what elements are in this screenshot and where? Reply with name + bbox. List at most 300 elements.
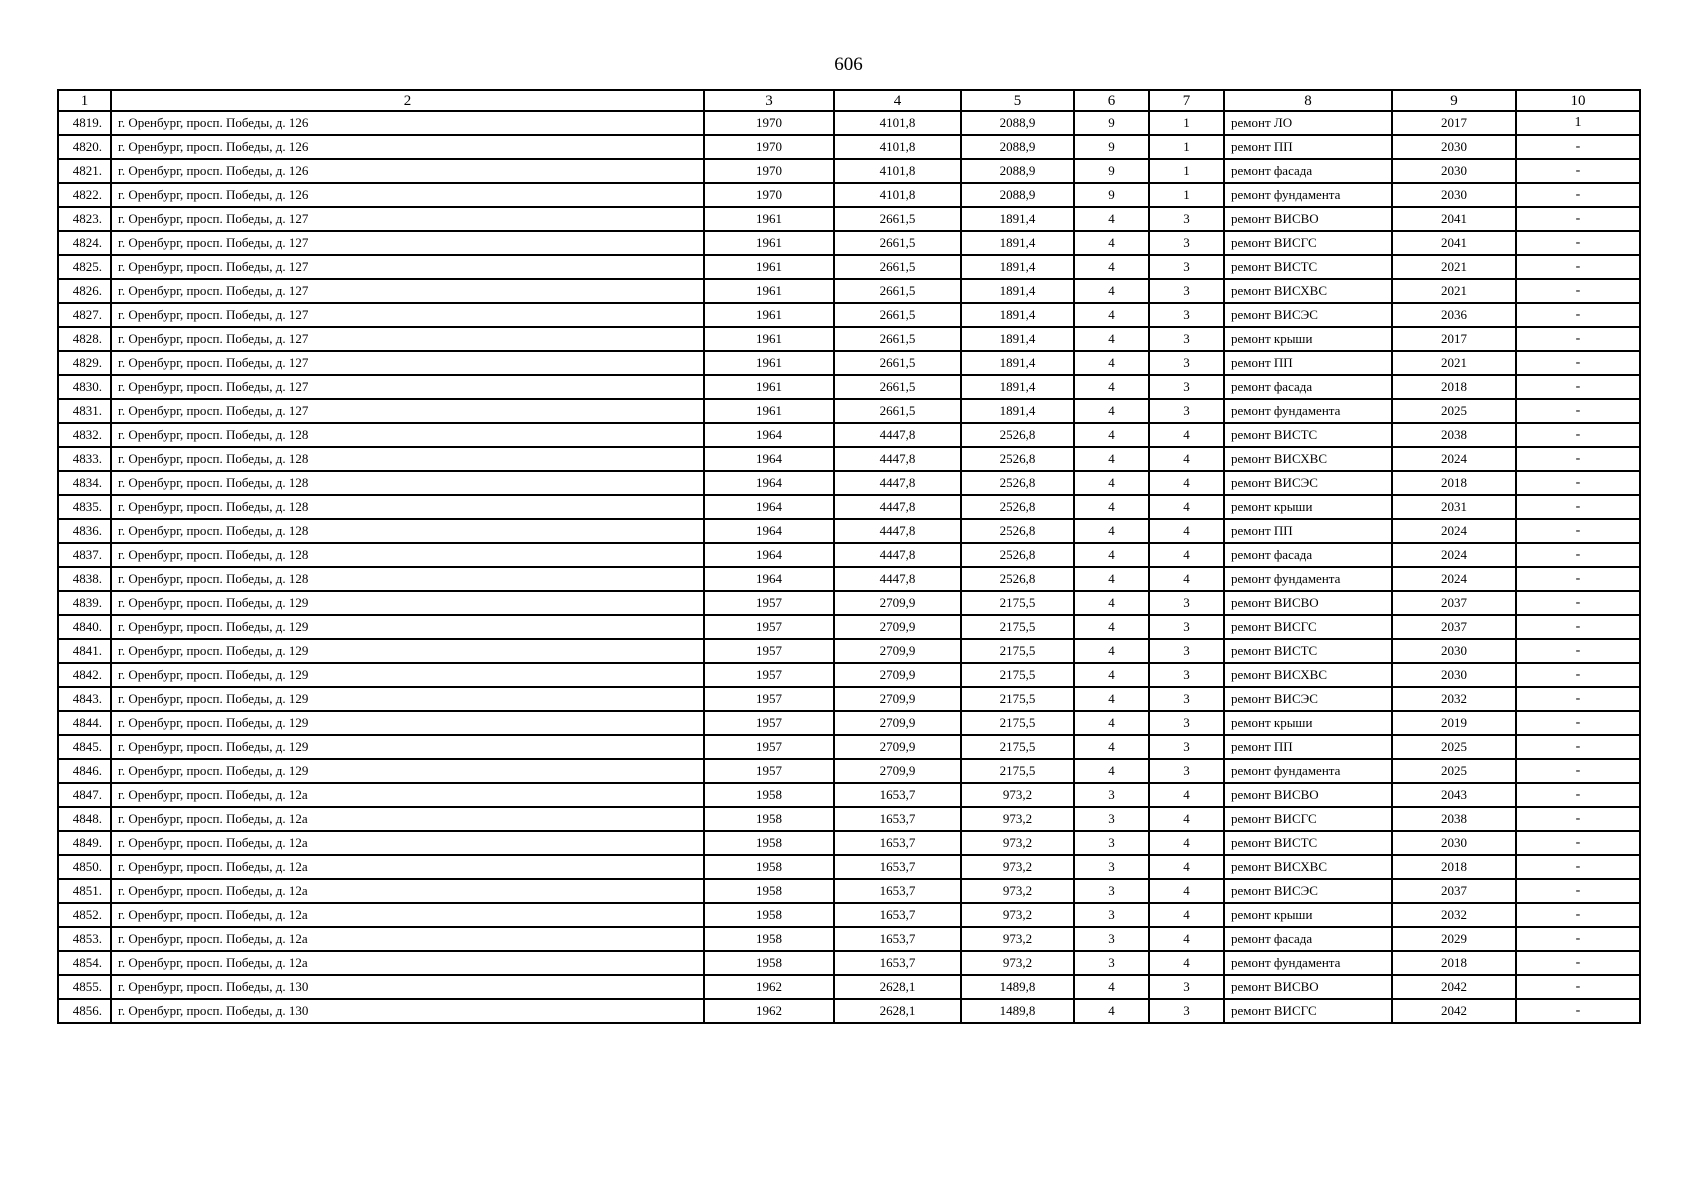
- table-row: [58, 663, 1640, 687]
- living-area-cell: 1891,4: [961, 255, 1074, 279]
- build-year-cell: 1961: [704, 303, 834, 327]
- column-10-cell: -: [1516, 399, 1640, 423]
- column-10-cell: -: [1516, 567, 1640, 591]
- total-area-cell: 2661,5: [834, 303, 961, 327]
- planned-year-cell: 2036: [1392, 303, 1516, 327]
- build-year-cell: 1964: [704, 471, 834, 495]
- column-header: 9: [1392, 90, 1516, 111]
- work-type-cell: ремонт ВИСХВС: [1224, 855, 1392, 879]
- living-area-cell: 973,2: [961, 903, 1074, 927]
- floors-cell: 9: [1074, 159, 1149, 183]
- entrances-cell: 1: [1149, 159, 1224, 183]
- total-area-cell: 1653,7: [834, 903, 961, 927]
- work-type-cell: ремонт ВИСХВС: [1224, 279, 1392, 303]
- living-area-cell: 1891,4: [961, 327, 1074, 351]
- living-area-cell: 2175,5: [961, 615, 1074, 639]
- total-area-cell: 4447,8: [834, 543, 961, 567]
- build-year-cell: 1961: [704, 399, 834, 423]
- row-number-cell: 4837.: [58, 543, 111, 567]
- total-area-cell: 4101,8: [834, 183, 961, 207]
- address-cell: г. Оренбург, просп. Победы, д. 129: [111, 615, 704, 639]
- total-area-cell: 2709,9: [834, 615, 961, 639]
- entrances-cell: 4: [1149, 543, 1224, 567]
- living-area-cell: 2526,8: [961, 423, 1074, 447]
- work-type-cell: ремонт фасада: [1224, 543, 1392, 567]
- column-header: 8: [1224, 90, 1392, 111]
- living-area-cell: 1891,4: [961, 207, 1074, 231]
- floors-cell: 4: [1074, 447, 1149, 471]
- address-cell: г. Оренбург, просп. Победы, д. 127: [111, 399, 704, 423]
- column-10-cell: -: [1516, 855, 1640, 879]
- build-year-cell: 1970: [704, 111, 834, 135]
- row-number-cell: 4848.: [58, 807, 111, 831]
- address-cell: г. Оренбург, просп. Победы, д. 126: [111, 159, 704, 183]
- planned-year-cell: 2030: [1392, 159, 1516, 183]
- build-year-cell: 1961: [704, 327, 834, 351]
- planned-year-cell: 2025: [1392, 759, 1516, 783]
- build-year-cell: 1958: [704, 855, 834, 879]
- entrances-cell: 4: [1149, 447, 1224, 471]
- column-10-cell: -: [1516, 423, 1640, 447]
- entrances-cell: 3: [1149, 615, 1224, 639]
- address-cell: г. Оренбург, просп. Победы, д. 127: [111, 231, 704, 255]
- planned-year-cell: 2029: [1392, 927, 1516, 951]
- planned-year-cell: 2018: [1392, 375, 1516, 399]
- work-type-cell: ремонт ВИСВО: [1224, 207, 1392, 231]
- planned-year-cell: 2024: [1392, 567, 1516, 591]
- address-cell: г. Оренбург, просп. Победы, д. 129: [111, 663, 704, 687]
- column-header: 7: [1149, 90, 1224, 111]
- work-type-cell: ремонт фундамента: [1224, 951, 1392, 975]
- address-cell: г. Оренбург, просп. Победы, д. 12а: [111, 903, 704, 927]
- column-10-cell: -: [1516, 159, 1640, 183]
- build-year-cell: 1964: [704, 567, 834, 591]
- column-10-cell: -: [1516, 999, 1640, 1023]
- total-area-cell: 2628,1: [834, 999, 961, 1023]
- planned-year-cell: 2032: [1392, 687, 1516, 711]
- row-number-cell: 4823.: [58, 207, 111, 231]
- work-type-cell: ремонт ВИСХВС: [1224, 447, 1392, 471]
- column-10-cell: -: [1516, 279, 1640, 303]
- row-number-cell: 4849.: [58, 831, 111, 855]
- entrances-cell: 3: [1149, 327, 1224, 351]
- living-area-cell: 1891,4: [961, 351, 1074, 375]
- total-area-cell: 2661,5: [834, 207, 961, 231]
- work-type-cell: ремонт ЛО: [1224, 111, 1392, 135]
- column-header: 2: [111, 90, 704, 111]
- entrances-cell: 1: [1149, 111, 1224, 135]
- work-type-cell: ремонт крыши: [1224, 495, 1392, 519]
- table-row: [58, 279, 1640, 303]
- column-10-cell: -: [1516, 543, 1640, 567]
- column-10-cell: -: [1516, 903, 1640, 927]
- row-number-cell: 4841.: [58, 639, 111, 663]
- address-cell: г. Оренбург, просп. Победы, д. 126: [111, 135, 704, 159]
- table-row: [58, 855, 1640, 879]
- table-row: [58, 519, 1640, 543]
- address-cell: г. Оренбург, просп. Победы, д. 129: [111, 735, 704, 759]
- living-area-cell: 2175,5: [961, 663, 1074, 687]
- total-area-cell: 2709,9: [834, 711, 961, 735]
- living-area-cell: 2088,9: [961, 159, 1074, 183]
- address-cell: г. Оренбург, просп. Победы, д. 127: [111, 351, 704, 375]
- table-row: [58, 999, 1640, 1023]
- table-row: [58, 399, 1640, 423]
- planned-year-cell: 2037: [1392, 591, 1516, 615]
- entrances-cell: 4: [1149, 423, 1224, 447]
- floors-cell: 4: [1074, 639, 1149, 663]
- floors-cell: 4: [1074, 351, 1149, 375]
- row-number-cell: 4850.: [58, 855, 111, 879]
- planned-year-cell: 2024: [1392, 519, 1516, 543]
- column-10-cell: -: [1516, 951, 1640, 975]
- column-10-cell: -: [1516, 447, 1640, 471]
- floors-cell: 9: [1074, 135, 1149, 159]
- total-area-cell: 2661,5: [834, 327, 961, 351]
- row-number-cell: 4838.: [58, 567, 111, 591]
- entrances-cell: 3: [1149, 207, 1224, 231]
- row-number-cell: 4827.: [58, 303, 111, 327]
- row-number-cell: 4824.: [58, 231, 111, 255]
- column-10-cell: -: [1516, 615, 1640, 639]
- build-year-cell: 1970: [704, 159, 834, 183]
- total-area-cell: 1653,7: [834, 783, 961, 807]
- work-type-cell: ремонт фундамента: [1224, 759, 1392, 783]
- work-type-cell: ремонт ПП: [1224, 735, 1392, 759]
- table-row: [58, 135, 1640, 159]
- total-area-cell: 2628,1: [834, 975, 961, 999]
- planned-year-cell: 2030: [1392, 831, 1516, 855]
- floors-cell: 4: [1074, 711, 1149, 735]
- row-number-cell: 4840.: [58, 615, 111, 639]
- planned-year-cell: 2041: [1392, 231, 1516, 255]
- planned-year-cell: 2038: [1392, 807, 1516, 831]
- column-10-cell: -: [1516, 687, 1640, 711]
- entrances-cell: 3: [1149, 759, 1224, 783]
- build-year-cell: 1958: [704, 951, 834, 975]
- column-10-cell: -: [1516, 135, 1640, 159]
- total-area-cell: 1653,7: [834, 807, 961, 831]
- column-10-cell: -: [1516, 663, 1640, 687]
- build-year-cell: 1957: [704, 639, 834, 663]
- address-cell: г. Оренбург, просп. Победы, д. 12а: [111, 831, 704, 855]
- total-area-cell: 4101,8: [834, 111, 961, 135]
- work-type-cell: ремонт ВИСТС: [1224, 255, 1392, 279]
- living-area-cell: 2175,5: [961, 735, 1074, 759]
- living-area-cell: 973,2: [961, 855, 1074, 879]
- build-year-cell: 1958: [704, 831, 834, 855]
- total-area-cell: 4447,8: [834, 567, 961, 591]
- row-number-cell: 4842.: [58, 663, 111, 687]
- floors-cell: 4: [1074, 207, 1149, 231]
- address-cell: г. Оренбург, просп. Победы, д. 127: [111, 375, 704, 399]
- table-header: [58, 90, 1640, 111]
- column-10-cell: -: [1516, 807, 1640, 831]
- floors-cell: 4: [1074, 375, 1149, 399]
- total-area-cell: 1653,7: [834, 927, 961, 951]
- column-10-cell: -: [1516, 879, 1640, 903]
- living-area-cell: 1489,8: [961, 999, 1074, 1023]
- build-year-cell: 1962: [704, 975, 834, 999]
- work-type-cell: ремонт фундамента: [1224, 399, 1392, 423]
- entrances-cell: 4: [1149, 951, 1224, 975]
- floors-cell: 3: [1074, 951, 1149, 975]
- table-body: [58, 111, 1640, 1023]
- column-10-cell: -: [1516, 711, 1640, 735]
- total-area-cell: 4447,8: [834, 495, 961, 519]
- work-type-cell: ремонт крыши: [1224, 327, 1392, 351]
- column-10-cell: -: [1516, 591, 1640, 615]
- floors-cell: 3: [1074, 879, 1149, 903]
- entrances-cell: 3: [1149, 687, 1224, 711]
- row-number-cell: 4829.: [58, 351, 111, 375]
- work-type-cell: ремонт ВИСЭС: [1224, 879, 1392, 903]
- address-cell: г. Оренбург, просп. Победы, д. 128: [111, 519, 704, 543]
- planned-year-cell: 2025: [1392, 399, 1516, 423]
- table-row: [58, 615, 1640, 639]
- total-area-cell: 4101,8: [834, 135, 961, 159]
- address-cell: г. Оренбург, просп. Победы, д. 128: [111, 471, 704, 495]
- table-row: [58, 639, 1640, 663]
- address-cell: г. Оренбург, просп. Победы, д. 12а: [111, 783, 704, 807]
- row-number-cell: 4834.: [58, 471, 111, 495]
- table-row: [58, 183, 1640, 207]
- floors-cell: 3: [1074, 807, 1149, 831]
- build-year-cell: 1964: [704, 423, 834, 447]
- row-number-cell: 4826.: [58, 279, 111, 303]
- planned-year-cell: 2017: [1392, 111, 1516, 135]
- entrances-cell: 3: [1149, 639, 1224, 663]
- address-cell: г. Оренбург, просп. Победы, д. 129: [111, 687, 704, 711]
- column-10-cell: 1: [1516, 111, 1640, 135]
- address-cell: г. Оренбург, просп. Победы, д. 126: [111, 111, 704, 135]
- entrances-cell: 4: [1149, 783, 1224, 807]
- entrances-cell: 3: [1149, 231, 1224, 255]
- work-type-cell: ремонт ВИСВО: [1224, 975, 1392, 999]
- address-cell: г. Оренбург, просп. Победы, д. 128: [111, 543, 704, 567]
- table-row: [58, 711, 1640, 735]
- address-cell: г. Оренбург, просп. Победы, д. 127: [111, 207, 704, 231]
- work-type-cell: ремонт ВИСГС: [1224, 615, 1392, 639]
- living-area-cell: 2526,8: [961, 519, 1074, 543]
- floors-cell: 4: [1074, 327, 1149, 351]
- build-year-cell: 1962: [704, 999, 834, 1023]
- build-year-cell: 1961: [704, 279, 834, 303]
- table-row: [58, 975, 1640, 999]
- floors-cell: 3: [1074, 855, 1149, 879]
- table-row: [58, 591, 1640, 615]
- address-cell: г. Оренбург, просп. Победы, д. 129: [111, 639, 704, 663]
- build-year-cell: 1957: [704, 759, 834, 783]
- row-number-cell: 4851.: [58, 879, 111, 903]
- address-cell: г. Оренбург, просп. Победы, д. 12а: [111, 879, 704, 903]
- table-row: [58, 303, 1640, 327]
- row-number-cell: 4852.: [58, 903, 111, 927]
- total-area-cell: 2661,5: [834, 279, 961, 303]
- row-number-cell: 4847.: [58, 783, 111, 807]
- floors-cell: 4: [1074, 591, 1149, 615]
- entrances-cell: 4: [1149, 495, 1224, 519]
- table-row: [58, 783, 1640, 807]
- build-year-cell: 1961: [704, 375, 834, 399]
- total-area-cell: 4447,8: [834, 471, 961, 495]
- planned-year-cell: 2030: [1392, 183, 1516, 207]
- build-year-cell: 1970: [704, 183, 834, 207]
- entrances-cell: 1: [1149, 135, 1224, 159]
- table-row: [58, 759, 1640, 783]
- planned-year-cell: 2031: [1392, 495, 1516, 519]
- living-area-cell: 973,2: [961, 807, 1074, 831]
- total-area-cell: 2709,9: [834, 663, 961, 687]
- column-10-cell: -: [1516, 231, 1640, 255]
- table-row: [58, 111, 1640, 135]
- row-number-cell: 4821.: [58, 159, 111, 183]
- row-number-cell: 4831.: [58, 399, 111, 423]
- table-row: [58, 471, 1640, 495]
- table-row: [58, 375, 1640, 399]
- living-area-cell: 973,2: [961, 783, 1074, 807]
- living-area-cell: 2088,9: [961, 135, 1074, 159]
- floors-cell: 4: [1074, 399, 1149, 423]
- column-header: 1: [58, 90, 111, 111]
- table-row: [58, 495, 1640, 519]
- living-area-cell: 1891,4: [961, 279, 1074, 303]
- floors-cell: 9: [1074, 183, 1149, 207]
- entrances-cell: 4: [1149, 807, 1224, 831]
- floors-cell: 4: [1074, 687, 1149, 711]
- planned-year-cell: 2037: [1392, 879, 1516, 903]
- total-area-cell: 4447,8: [834, 519, 961, 543]
- build-year-cell: 1970: [704, 135, 834, 159]
- floors-cell: 9: [1074, 111, 1149, 135]
- planned-year-cell: 2037: [1392, 615, 1516, 639]
- table-row: [58, 327, 1640, 351]
- entrances-cell: 4: [1149, 927, 1224, 951]
- total-area-cell: 4447,8: [834, 447, 961, 471]
- floors-cell: 3: [1074, 783, 1149, 807]
- total-area-cell: 4101,8: [834, 159, 961, 183]
- column-10-cell: -: [1516, 519, 1640, 543]
- work-type-cell: ремонт ВИСТС: [1224, 639, 1392, 663]
- column-header: 10: [1516, 90, 1640, 111]
- total-area-cell: 2709,9: [834, 759, 961, 783]
- address-cell: г. Оренбург, просп. Победы, д. 129: [111, 591, 704, 615]
- column-10-cell: -: [1516, 831, 1640, 855]
- column-10-cell: -: [1516, 735, 1640, 759]
- row-number-cell: 4845.: [58, 735, 111, 759]
- row-number-cell: 4854.: [58, 951, 111, 975]
- entrances-cell: 4: [1149, 903, 1224, 927]
- header-row: [58, 90, 1640, 111]
- build-year-cell: 1958: [704, 903, 834, 927]
- living-area-cell: 2088,9: [961, 183, 1074, 207]
- entrances-cell: 3: [1149, 999, 1224, 1023]
- floors-cell: 4: [1074, 279, 1149, 303]
- work-type-cell: ремонт ВИСГС: [1224, 807, 1392, 831]
- total-area-cell: 1653,7: [834, 855, 961, 879]
- entrances-cell: 3: [1149, 711, 1224, 735]
- table-row: [58, 927, 1640, 951]
- entrances-cell: 3: [1149, 399, 1224, 423]
- column-10-cell: -: [1516, 327, 1640, 351]
- living-area-cell: 2526,8: [961, 471, 1074, 495]
- living-area-cell: 2526,8: [961, 567, 1074, 591]
- planned-year-cell: 2041: [1392, 207, 1516, 231]
- build-year-cell: 1961: [704, 207, 834, 231]
- table-row: [58, 903, 1640, 927]
- address-cell: г. Оренбург, просп. Победы, д. 127: [111, 255, 704, 279]
- row-number-cell: 4819.: [58, 111, 111, 135]
- total-area-cell: 1653,7: [834, 951, 961, 975]
- build-year-cell: 1958: [704, 879, 834, 903]
- entrances-cell: 4: [1149, 519, 1224, 543]
- entrances-cell: 1: [1149, 183, 1224, 207]
- work-type-cell: ремонт ВИСГС: [1224, 231, 1392, 255]
- total-area-cell: 1653,7: [834, 879, 961, 903]
- entrances-cell: 3: [1149, 975, 1224, 999]
- build-year-cell: 1958: [704, 807, 834, 831]
- column-10-cell: -: [1516, 927, 1640, 951]
- address-cell: г. Оренбург, просп. Победы, д. 128: [111, 495, 704, 519]
- total-area-cell: 2709,9: [834, 639, 961, 663]
- row-number-cell: 4832.: [58, 423, 111, 447]
- planned-year-cell: 2024: [1392, 447, 1516, 471]
- address-cell: г. Оренбург, просп. Победы, д. 12а: [111, 951, 704, 975]
- floors-cell: 3: [1074, 903, 1149, 927]
- total-area-cell: 2709,9: [834, 687, 961, 711]
- column-10-cell: -: [1516, 495, 1640, 519]
- row-number-cell: 4828.: [58, 327, 111, 351]
- entrances-cell: 3: [1149, 279, 1224, 303]
- living-area-cell: 973,2: [961, 879, 1074, 903]
- floors-cell: 4: [1074, 519, 1149, 543]
- build-year-cell: 1958: [704, 783, 834, 807]
- total-area-cell: 2709,9: [834, 591, 961, 615]
- address-cell: г. Оренбург, просп. Победы, д. 127: [111, 279, 704, 303]
- column-10-cell: -: [1516, 303, 1640, 327]
- planned-year-cell: 2030: [1392, 135, 1516, 159]
- page-number: 606: [834, 54, 863, 75]
- living-area-cell: 973,2: [961, 831, 1074, 855]
- planned-year-cell: 2032: [1392, 903, 1516, 927]
- row-number-cell: 4855.: [58, 975, 111, 999]
- column-header: 6: [1074, 90, 1149, 111]
- column-10-cell: -: [1516, 975, 1640, 999]
- floors-cell: 3: [1074, 927, 1149, 951]
- work-type-cell: ремонт ВИСТС: [1224, 423, 1392, 447]
- table-row: [58, 831, 1640, 855]
- living-area-cell: 2175,5: [961, 711, 1074, 735]
- planned-year-cell: 2042: [1392, 999, 1516, 1023]
- row-number-cell: 4825.: [58, 255, 111, 279]
- address-cell: г. Оренбург, просп. Победы, д. 12а: [111, 855, 704, 879]
- work-type-cell: ремонт ПП: [1224, 519, 1392, 543]
- work-type-cell: ремонт крыши: [1224, 711, 1392, 735]
- build-year-cell: 1957: [704, 615, 834, 639]
- total-area-cell: 2709,9: [834, 735, 961, 759]
- address-cell: г. Оренбург, просп. Победы, д. 126: [111, 183, 704, 207]
- build-year-cell: 1957: [704, 663, 834, 687]
- planned-year-cell: 2030: [1392, 639, 1516, 663]
- table-row: [58, 735, 1640, 759]
- column-header: 5: [961, 90, 1074, 111]
- work-type-cell: ремонт крыши: [1224, 903, 1392, 927]
- table-row: [58, 255, 1640, 279]
- address-cell: г. Оренбург, просп. Победы, д. 12а: [111, 927, 704, 951]
- floors-cell: 3: [1074, 831, 1149, 855]
- table-row: [58, 879, 1640, 903]
- build-year-cell: 1964: [704, 519, 834, 543]
